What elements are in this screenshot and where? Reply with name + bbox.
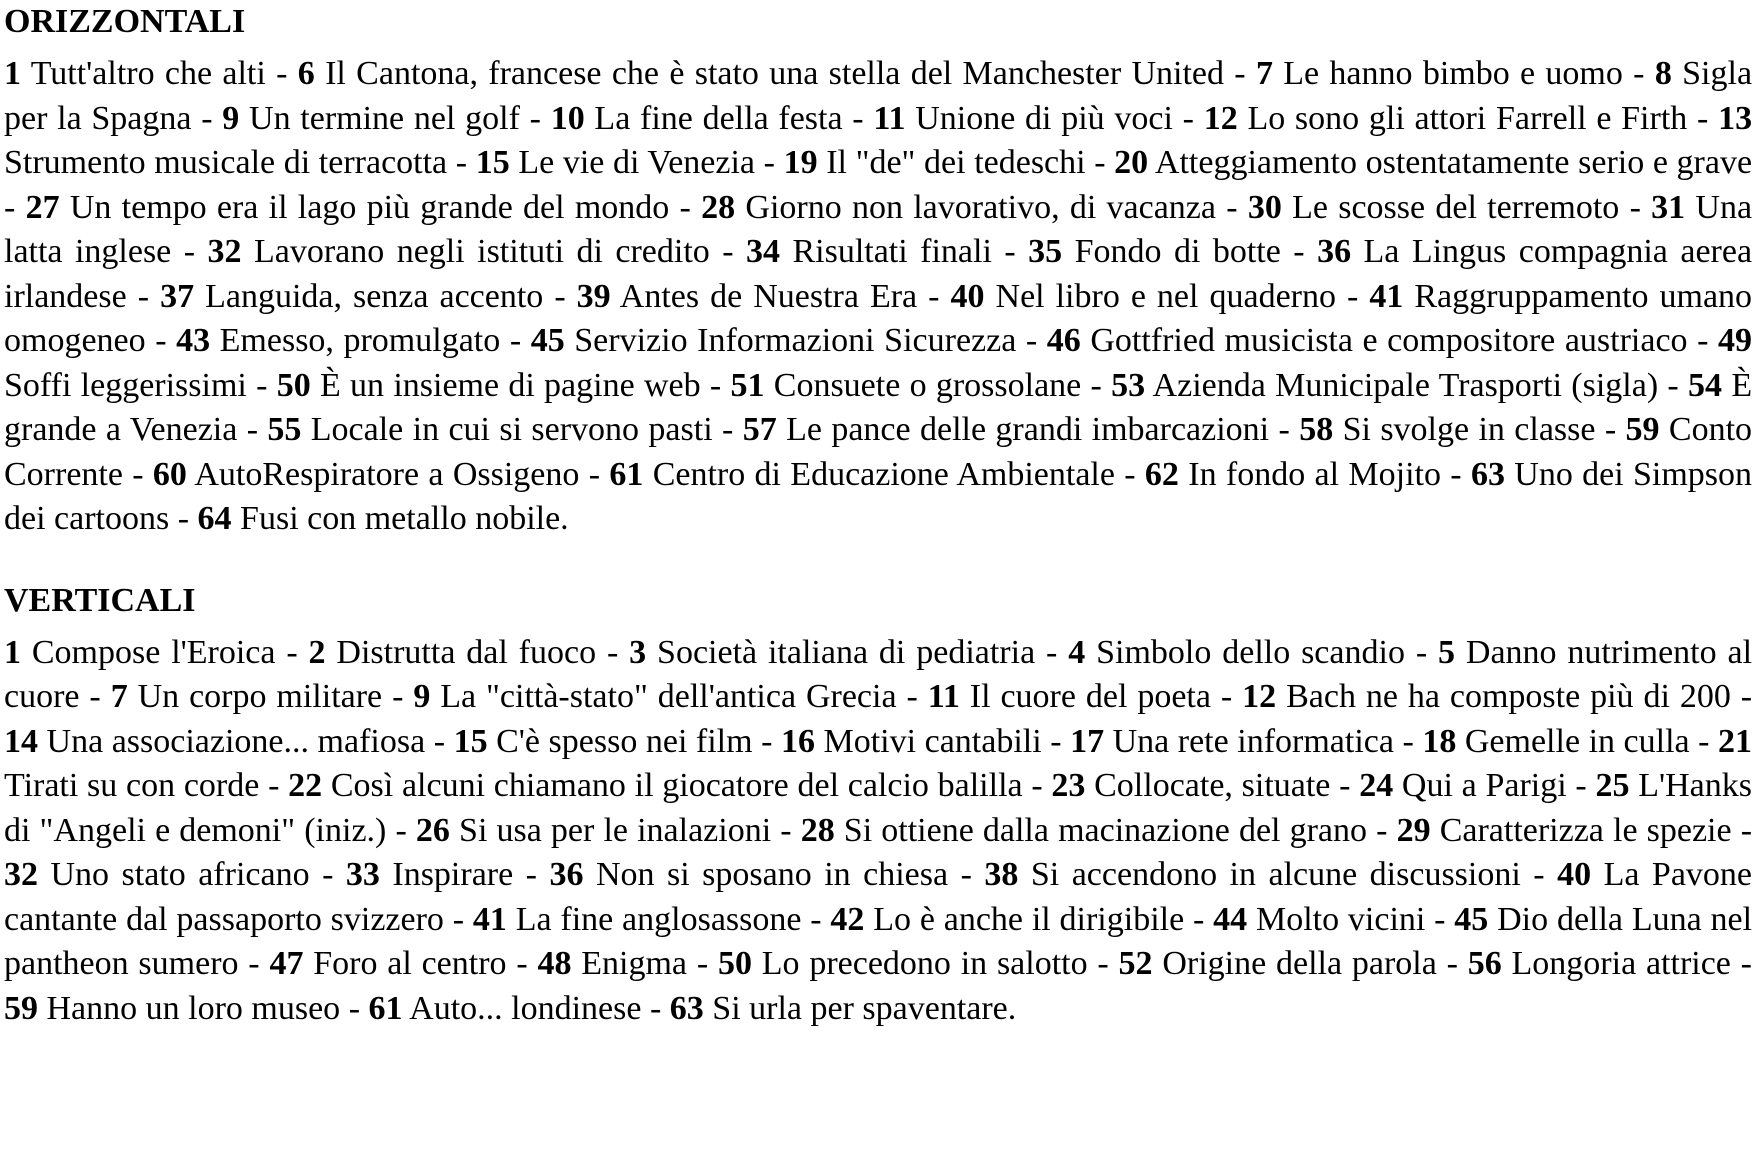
clue-text: È un insieme di pagine web xyxy=(320,366,701,404)
clue-number: 30 xyxy=(1247,188,1282,226)
clue-text: Giorno non lavorativo, di vacanza xyxy=(745,188,1216,226)
clue-number: 54 xyxy=(1688,366,1723,404)
clue-number: 46 xyxy=(1046,322,1081,359)
clue-number: 10 xyxy=(550,99,585,137)
clue-item xyxy=(701,189,1216,226)
clue-number: 18 xyxy=(1422,722,1457,760)
clue-item xyxy=(153,456,579,493)
clue-number: 61 xyxy=(609,455,644,493)
clue-number: 60 xyxy=(152,455,187,493)
clue-text: Compose l'Eroica xyxy=(31,633,276,671)
clue-item xyxy=(670,990,1017,1027)
clue-text: Emesso, promulgato xyxy=(219,322,501,359)
clue-number: 27 xyxy=(25,188,60,226)
clue-text: Risultati finali xyxy=(792,233,992,270)
clue-text: Collocate, situate xyxy=(1094,767,1331,804)
verticali-heading: VERTICALI xyxy=(4,581,196,619)
clue-number: 59 xyxy=(1625,411,1660,448)
clue-text: Una latta inglese xyxy=(4,188,1753,270)
clue-item xyxy=(176,322,500,359)
clue-text: AutoRespiratore a Ossigeno xyxy=(194,455,580,493)
clue-number: 32 xyxy=(4,856,38,893)
clue-text: Auto... londinese xyxy=(409,989,642,1027)
clue-text: La Pavone cantante dal passaporto svizzero xyxy=(4,856,1753,938)
clue-number: 23 xyxy=(1051,767,1086,804)
clue-text: L'Hanks di "Angeli e demoni" (iniz.) xyxy=(4,767,1752,849)
clue-text: La "città-stato" dell'antica Grecia xyxy=(440,678,897,715)
clue-text: Molto vicini xyxy=(1255,900,1426,938)
clue-item xyxy=(277,367,701,404)
clue-item xyxy=(784,144,1086,181)
clue-text: Raggruppamento umano omogeneo xyxy=(4,277,1753,359)
clue-item xyxy=(198,500,569,537)
clue-number: 31 xyxy=(1651,188,1686,226)
clue-item xyxy=(1051,767,1330,804)
clue-text: Distrutta dal fuoco xyxy=(336,633,597,671)
clue-text: Non si sposano in chiesa xyxy=(595,856,949,893)
clue-text: Origine della parola xyxy=(1162,945,1437,982)
clue-text: Antes de Nuestra Era xyxy=(619,277,918,315)
clue-number: 25 xyxy=(1595,767,1630,804)
clue-number: 43 xyxy=(176,322,211,359)
clue-number: 34 xyxy=(746,233,781,270)
clue-item xyxy=(309,634,597,671)
clue-item xyxy=(413,678,896,715)
clue-text: Locale in cui si servono pasti xyxy=(310,411,713,448)
clue-text: È grande a Venezia xyxy=(4,366,1753,448)
clue-number: 41 xyxy=(1369,277,1404,315)
clue-number: 1 xyxy=(4,55,21,92)
clue-text: Una associazione... mafiosa xyxy=(46,722,426,760)
clue-text: Così alcuni chiamano il giocatore del calcio balilla xyxy=(330,767,1023,804)
clue-text: Nel libro e nel quaderno xyxy=(995,277,1336,315)
clue-text: Enigma xyxy=(581,945,688,982)
clue-text: Fusi con metallo nobile. xyxy=(240,500,569,537)
clue-number: 59 xyxy=(4,989,38,1027)
clue-text: Consuete o grossolane xyxy=(773,366,1082,404)
clue-number: 38 xyxy=(984,856,1019,893)
clue-text: Qui a Parigi xyxy=(1401,767,1567,804)
clue-text: Motivi cantabili xyxy=(823,722,1042,760)
clue-item xyxy=(830,901,1184,938)
clue-number: 47 xyxy=(269,945,304,982)
clue-text: Fondo di botte xyxy=(1074,233,1281,270)
clue-item xyxy=(26,189,670,226)
clue-item xyxy=(1256,55,1623,92)
clue-text: Un termine nel golf xyxy=(249,99,520,137)
clue-text: Soffi leggerissimi xyxy=(4,366,247,404)
clue-text: Il Cantona, francese che è stato una stella del Manchester United xyxy=(325,55,1224,92)
clue-item xyxy=(1028,233,1281,270)
clue-item xyxy=(1468,945,1731,982)
clue-number: 33 xyxy=(345,856,380,893)
clue-number: 37 xyxy=(160,277,195,315)
clue-number: 39 xyxy=(576,277,611,315)
clue-text: Simbolo dello scandio xyxy=(1096,633,1405,671)
clue-text: Le vie di Venezia xyxy=(518,144,756,181)
clue-item xyxy=(4,634,275,671)
clue-number: 35 xyxy=(1028,233,1063,270)
clue-item xyxy=(1242,678,1731,715)
clue-text: Si accendono in alcune discussioni xyxy=(1030,856,1521,893)
clue-item xyxy=(1070,723,1394,760)
clue-text: C'è spesso nei film xyxy=(496,722,753,760)
clue-number: 2 xyxy=(308,633,326,671)
clue-text: Uno dei Simpson dei cartoons xyxy=(4,455,1753,537)
clue-item xyxy=(629,634,1035,671)
clue-item xyxy=(1397,812,1732,849)
clue-item xyxy=(743,411,1269,448)
clue-number: 36 xyxy=(549,856,584,893)
clue-number: 26 xyxy=(415,811,450,849)
clue-item xyxy=(801,812,1367,849)
clue-number: 50 xyxy=(276,366,311,404)
clue-number: 58 xyxy=(1299,411,1334,448)
clue-item xyxy=(746,233,992,270)
clue-item xyxy=(298,55,1224,92)
clue-text: Servizio Informazioni Sicurezza xyxy=(574,322,1017,359)
clue-text: Bach ne ha composte più di 200 xyxy=(1286,678,1731,715)
clue-item xyxy=(4,856,310,893)
clue-text: Società italiana di pediatria xyxy=(657,633,1036,671)
clue-text: Le pance delle grandi imbarcazioni xyxy=(786,411,1270,448)
clue-item xyxy=(781,723,1042,760)
clue-item xyxy=(1145,456,1441,493)
clue-number: 40 xyxy=(950,277,985,315)
clue-text: Le scosse del terremoto xyxy=(1292,188,1620,226)
clue-item xyxy=(288,767,1022,804)
clue-item xyxy=(454,723,753,760)
clue-number: 28 xyxy=(800,811,835,849)
clue-text: Foro al centro xyxy=(313,945,507,982)
clue-number: 16 xyxy=(780,722,815,760)
clue-item xyxy=(1204,100,1688,137)
clue-number: 12 xyxy=(1242,678,1277,715)
clue-item xyxy=(476,144,755,181)
clue-number: 13 xyxy=(1718,99,1753,137)
clue-number: 41 xyxy=(472,900,507,938)
clue-text: La fine anglosassone xyxy=(515,900,802,938)
clue-item xyxy=(531,322,1017,359)
clue-text: Danno nutrimento al cuore xyxy=(4,633,1753,715)
clue-item xyxy=(4,990,340,1027)
clue-text: Languida, senza accento xyxy=(205,277,544,315)
clue-text: Lo è anche il dirigibile xyxy=(873,900,1185,938)
clue-item xyxy=(208,233,710,270)
clue-item xyxy=(550,856,949,893)
clue-item xyxy=(1114,144,1752,181)
clue-number: 15 xyxy=(475,144,510,181)
clue-number: 5 xyxy=(1438,633,1456,671)
clue-number: 49 xyxy=(1718,322,1752,359)
orizzontali-heading: ORIZZONTALI xyxy=(4,3,246,40)
clue-text: Azienda Municipale Trasporti (sigla) xyxy=(1152,366,1659,404)
clue-item xyxy=(928,678,1211,715)
clue-text: Atteggiamento ostentatamente serio e grave xyxy=(1154,144,1753,181)
clue-item xyxy=(4,723,425,760)
clue-number: 45 xyxy=(530,322,565,359)
clue-item xyxy=(160,278,543,315)
clue-number: 36 xyxy=(1317,233,1352,270)
clue-item xyxy=(1248,189,1619,226)
clue-item xyxy=(222,100,520,137)
clue-item xyxy=(537,945,687,982)
clue-number: 7 xyxy=(1255,55,1273,92)
clue-item xyxy=(873,100,1173,137)
clue-number: 9 xyxy=(413,678,431,715)
clue-number: 7 xyxy=(110,678,128,715)
clue-number: 63 xyxy=(1470,455,1505,493)
clue-item xyxy=(111,678,382,715)
clue-item xyxy=(1047,322,1688,359)
clue-number: 11 xyxy=(873,99,906,137)
clue-item xyxy=(1119,945,1437,982)
clue-item xyxy=(1213,901,1425,938)
clue-number: 53 xyxy=(1111,366,1146,404)
clue-item xyxy=(269,945,506,982)
clue-number: 62 xyxy=(1144,455,1179,493)
clue-item xyxy=(951,278,1336,315)
clue-number: 57 xyxy=(742,411,777,448)
clue-text: Lavorano negli istituti di credito xyxy=(253,233,710,270)
clue-text: Il cuore del poeta xyxy=(969,678,1211,715)
orizzontali-clue-list: 1 Tutt'altro che alti - 6 Il Cantona, francese che è stato una stella del Manchester United - 7 Le hanno bimbo e uomo - 8 Sigla per la Spagna - 9 Un termine nel golf - 10 La fine della festa - 11 Unione di più voci - 12 Lo sono gli attori Farrell e Firth - 13 Strumento musicale di terracotta - 15 Le vie di Venezia - 19 Il "de" dei tedeschi - 20 Atteggiamento ostentatamente serio e grave - 27 Un tempo era il lago più grande del mondo - 28 Giorno non lavorativo, di vacanza - 30 Le scosse del terremoto - 31 Una latta inglese - 32 Lavorano negli istituti di credito - 34 Risultati finali - 35 Fondo di botte - 36 La Lingus compagnia aerea irlandese - 37 Languida, senza accento - 39 Antes de Nuestra Era - 40 Nel libro e nel quaderno - 41 Raggruppamento umano omogeneo - 43 Emesso, promulgato - 45 Servizio Informazioni Sicurezza - 46 Gottfried musicista e compositore austriaco - 49 Soffi leggerissimi - 50 È un insieme di pagine web - 51 Consuete o grossolane - 53 Azienda Municipale Trasporti (sigla) - 54 È grande a Venezia - 55 Locale in cui si servono pasti - 57 Le pance delle grandi imbarcazioni - 58 Si svolge in classe - 59 Conto Corrente - 60 AutoRespiratore a Ossigeno - 61 Centro di Educazione Ambientale - 62 In fondo al Mojito - 63 Uno dei Simpson dei cartoons - 64 Fusi con metallo nobile. xyxy=(4,55,1753,537)
clue-item xyxy=(369,990,642,1027)
clue-number: 9 xyxy=(222,99,240,137)
clue-text: Un corpo militare xyxy=(137,678,383,715)
clue-number: 28 xyxy=(701,188,736,226)
clue-number: 42 xyxy=(830,900,865,938)
clue-number: 55 xyxy=(267,411,302,448)
clue-item xyxy=(1299,411,1595,448)
clue-number: 20 xyxy=(1114,144,1149,181)
clue-text: Tutt'altro che alti xyxy=(30,55,266,92)
clue-number: 11 xyxy=(927,678,960,715)
clue-item xyxy=(267,411,712,448)
clue-item xyxy=(1111,367,1658,404)
clue-item xyxy=(718,945,1088,982)
clue-item xyxy=(346,856,513,893)
clue-number: 40 xyxy=(1557,856,1592,893)
clue-number: 14 xyxy=(4,722,38,760)
clue-number: 17 xyxy=(1070,722,1105,760)
clue-number: 21 xyxy=(1718,722,1753,760)
clue-item xyxy=(473,901,802,938)
clue-number: 4 xyxy=(1068,633,1086,671)
clue-number: 51 xyxy=(730,366,765,404)
clue-text: Caratterizza le spezie xyxy=(1439,811,1732,849)
clue-text: Gemelle in culla xyxy=(1464,722,1690,760)
clue-text: Conto Corrente xyxy=(4,411,1753,493)
clue-number: 8 xyxy=(1654,55,1672,92)
clue-item xyxy=(984,856,1520,893)
clue-text: Strumento musicale di terracotta xyxy=(4,144,448,181)
clue-text: Lo precedono in salotto xyxy=(761,945,1088,982)
clue-text: Il "de" dei tedeschi xyxy=(826,144,1086,181)
clue-item xyxy=(4,55,266,92)
clue-text: Hanno un loro museo xyxy=(46,989,341,1027)
clue-text: Uno stato africano xyxy=(50,856,310,893)
clue-text: Una rete informatica xyxy=(1112,722,1394,760)
clue-number: 48 xyxy=(537,945,572,982)
clue-text: Si ottiene dalla macinazione del grano xyxy=(843,811,1368,849)
clue-number: 1 xyxy=(4,633,21,671)
clue-number: 22 xyxy=(288,767,323,804)
clue-text: Dio della Luna nel pantheon sumero xyxy=(4,900,1753,982)
clue-text: Si usa per le inalazioni xyxy=(459,811,772,849)
clue-number: 44 xyxy=(1213,900,1248,938)
clue-item xyxy=(1422,723,1689,760)
clue-item xyxy=(577,278,918,315)
clue-text: Un tempo era il lago più grande del mondo xyxy=(69,188,670,226)
clue-text: La fine della festa xyxy=(594,99,843,137)
clue-text: Gottfried musicista e compositore austriaco xyxy=(1090,322,1688,359)
clue-text: Centro di Educazione Ambientale xyxy=(652,455,1115,493)
clue-number: 15 xyxy=(453,722,488,760)
clue-text: Lo sono gli attori Farrell e Firth xyxy=(1247,99,1688,137)
clue-number: 3 xyxy=(629,633,647,671)
clue-number: 12 xyxy=(1203,99,1238,137)
clue-number: 52 xyxy=(1118,945,1153,982)
clue-text: Si urla per spaventare. xyxy=(712,989,1017,1027)
clue-number: 63 xyxy=(669,989,704,1027)
clue-item xyxy=(730,367,1081,404)
clue-number: 45 xyxy=(1454,900,1489,938)
clue-item xyxy=(551,100,843,137)
clue-item xyxy=(609,456,1115,493)
clue-text: Le hanno bimbo e uomo xyxy=(1283,55,1623,92)
clue-number: 19 xyxy=(783,144,818,181)
clue-text: Inspirare xyxy=(392,856,514,893)
clue-number: 24 xyxy=(1359,767,1394,804)
clue-number: 61 xyxy=(368,989,403,1027)
clue-item xyxy=(1359,767,1567,804)
clue-number: 56 xyxy=(1467,945,1502,982)
verticali-clue-list: 1 Compose l'Eroica - 2 Distrutta dal fuoco - 3 Società italiana di pediatria - 4 Simbolo dello scandio - 5 Danno nutrimento al cuore - 7 Un corpo militare - 9 La "città-stato" dell'antica Grecia - 11 Il cuore del poeta - 12 Bach ne ha composte più di 200 - 14 Una associazione... mafiosa - 15 C'è spesso nei film - 16 Motivi cantabili - 17 Una rete informatica - 18 Gemelle in culla - 21 Tirati su con corde - 22 Così alcuni chiamano il giocatore del calcio balilla - 23 Collocate, situate - 24 Qui a Parigi - 25 L'Hanks di "Angeli e demoni" (iniz.) - 26 Si usa per le inalazioni - 28 Si ottiene dalla macinazione del grano - 29 Caratterizza le spezie - 32 Uno stato africano - 33 Inspirare - 36 Non si sposano in chiesa - 38 Si accendono in alcune discussioni - 40 La Pavone cantante dal passaporto svizzero - 41 La fine anglosassone - 42 Lo è anche il dirigibile - 44 Molto vicini - 45 Dio della Luna nel pantheon sumero - 47 Foro al centro - 48 Enigma - 50 Lo precedono in salotto - 52 Origine della parola - 56 Longoria attrice - 59 Hanno un loro museo - 61 Auto... londinese - 63 Si urla per spaventare. xyxy=(4,633,1753,1027)
clue-text: Sigla per la Spagna xyxy=(4,55,1753,137)
clue-text: Si svolge in classe xyxy=(1342,411,1596,448)
clue-number: 64 xyxy=(197,500,232,537)
clue-number: 6 xyxy=(297,55,315,92)
clue-number: 50 xyxy=(717,945,752,982)
clue-text: Tirati su con corde xyxy=(4,767,260,804)
clue-item xyxy=(416,812,771,849)
clue-item xyxy=(1068,634,1405,671)
clue-text: Longoria attrice xyxy=(1511,945,1731,982)
clue-text: Unione di più voci xyxy=(915,99,1173,137)
clue-number: 32 xyxy=(207,233,242,270)
clue-text: La Lingus compagnia aerea irlandese xyxy=(4,233,1753,315)
clue-text: In fondo al Mojito xyxy=(1188,455,1441,493)
clue-number: 29 xyxy=(1396,811,1431,849)
